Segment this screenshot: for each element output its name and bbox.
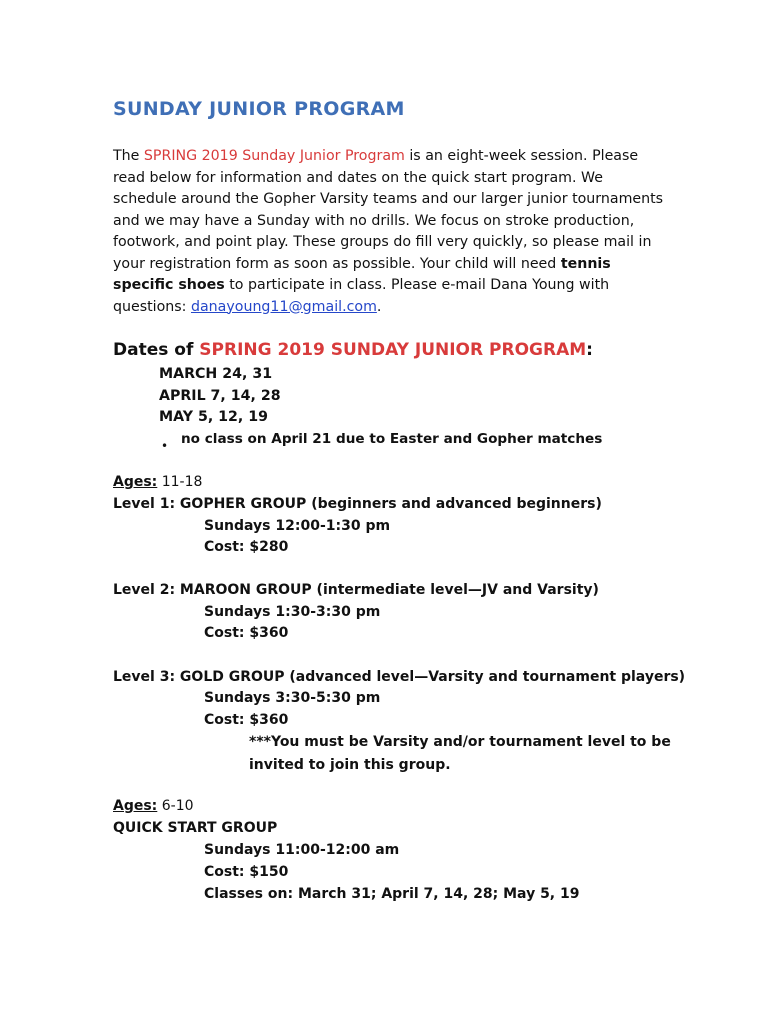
dates-heading-text: Dates of xyxy=(113,340,200,360)
level3-note: invited to join this group. xyxy=(249,757,451,773)
program-name-highlight: SPRING 2019 Sunday Junior Program xyxy=(143,148,405,164)
shoes-emphasis: specific shoes xyxy=(113,277,225,293)
date-line-march: MARCH 24, 31 xyxy=(159,366,273,382)
ages-older xyxy=(113,474,202,490)
level3-time: Sundays 3:30-5:30 pm xyxy=(204,690,381,706)
date-line-april: APRIL 7, 14, 28 xyxy=(159,388,281,404)
level1-heading: Level 1: GOPHER GROUP (beginners and advanced beginners) xyxy=(113,496,602,512)
ages-label: Ages: xyxy=(113,474,158,490)
quick-start-cost: Cost: $150 xyxy=(204,864,289,880)
intro-paragraph xyxy=(113,146,673,318)
intro-line: footwork, and point play. These groups do fill very quickly, so please mail in xyxy=(113,234,652,250)
level2-time: Sundays 1:30-3:30 pm xyxy=(204,604,381,620)
quick-start-heading: QUICK START GROUP xyxy=(113,820,278,836)
dates-heading-highlight: SPRING 2019 SUNDAY JUNIOR PROGRAM xyxy=(199,340,587,360)
intro-text: The xyxy=(113,148,144,164)
intro-line: read below for information and dates on the quick start program. We xyxy=(113,169,603,186)
quick-start-time: Sundays 11:00-12:00 am xyxy=(204,842,400,858)
email-link[interactable]: danayoung11@gmail.com xyxy=(190,298,377,315)
intro-text: questions: xyxy=(113,298,191,315)
intro-line xyxy=(113,275,673,297)
intro-text: your registration form as soon as possible. Your child will need xyxy=(113,255,561,272)
intro-line: schedule around the Gopher Varsity teams and our larger junior tournaments xyxy=(113,191,664,207)
ages-value: 11-18 xyxy=(157,474,203,490)
bullet-icon: • xyxy=(161,439,169,453)
level3-cost: Cost: $360 xyxy=(204,712,289,728)
intro-line xyxy=(113,297,673,319)
level2-cost: Cost: $360 xyxy=(204,625,289,641)
level1-cost: Cost: $280 xyxy=(204,539,289,555)
level3-heading: Level 3: GOLD GROUP (advanced level—Varsity and tournament players) xyxy=(113,669,686,685)
shoes-emphasis: tennis xyxy=(560,255,611,272)
level1-time: Sundays 12:00-1:30 pm xyxy=(204,518,391,534)
dates-heading-text: : xyxy=(586,340,593,360)
dates-heading xyxy=(113,340,593,360)
quick-start-classes: Classes on: March 31; April 7, 14, 28; May 5, 19 xyxy=(204,886,580,902)
ages-value: 6-10 xyxy=(157,798,194,814)
level3-note: ***You must be Varsity and/or tournament level to be xyxy=(249,734,671,750)
ages-label: Ages: xyxy=(113,798,158,814)
intro-line xyxy=(113,146,673,168)
intro-text: is an eight-week session. Please xyxy=(404,148,639,164)
level2-heading: Level 2: MAROON GROUP (intermediate level—JV and Varsity) xyxy=(113,582,599,598)
ages-younger xyxy=(113,798,194,814)
intro-text: . xyxy=(376,298,382,315)
intro-line xyxy=(113,254,673,276)
intro-text: to participate in class. Please e-mail Dana Young with xyxy=(224,277,610,293)
page-title: SUNDAY JUNIOR PROGRAM xyxy=(113,98,405,120)
date-line-may: MAY 5, 12, 19 xyxy=(159,409,268,425)
no-class-note: no class on April 21 due to Easter and Gopher matches xyxy=(181,431,603,447)
intro-line: and we may have a Sunday with no drills. We focus on stroke production, xyxy=(113,212,635,229)
